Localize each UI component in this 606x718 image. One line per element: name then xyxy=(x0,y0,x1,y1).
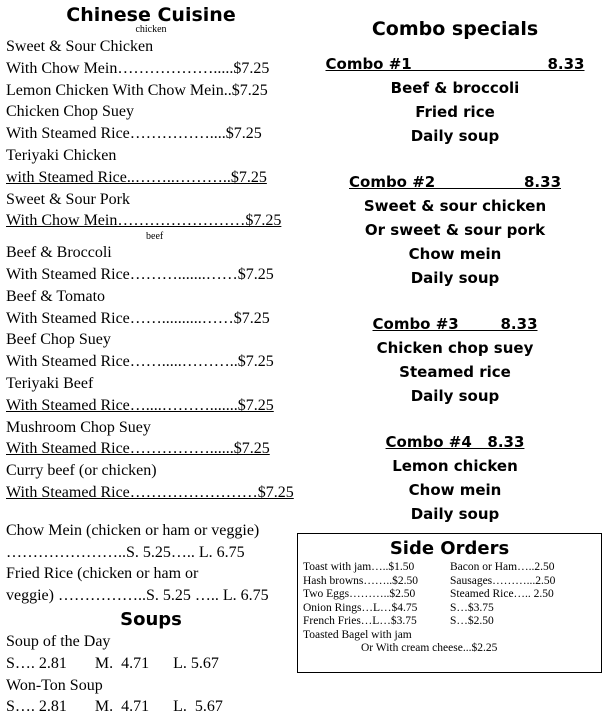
menu-item: Beef & Broccoli xyxy=(6,244,112,262)
left-column xyxy=(6,0,296,718)
side-order-b: S…$3.75 xyxy=(450,601,494,614)
combo-line: Daily soup xyxy=(410,269,500,287)
menu-item-price: With Steamed Rice……..........……$7.25 xyxy=(6,309,270,327)
side-order-b: Bacon or Ham…..2.50 xyxy=(450,561,555,573)
right-column xyxy=(305,0,605,526)
menu-item-price: With Steamed Rice……………....$7.25 xyxy=(6,125,262,143)
bagel-line: Toasted Bagel with jam xyxy=(303,628,412,641)
menu-item-price: With Steamed Rice…....……….......$7.25 xyxy=(6,396,274,414)
menu-item: Beef & Tomato xyxy=(6,287,106,305)
menu-item-price: With Steamed Rice……….......……$7.25 xyxy=(6,265,274,283)
side-orders-title: Side Orders xyxy=(389,538,510,559)
side-order-a: Two Eggs………..$2.50 xyxy=(303,588,416,600)
bagel-cream-cheese-line: Or With cream cheese...$2.25 xyxy=(361,642,498,654)
side-orders-list xyxy=(298,561,601,656)
menu-item: Beef Chop Suey xyxy=(6,331,111,349)
menu-item: Lemon Chicken With Chow Mein..$7.25 xyxy=(6,81,268,99)
soups-title: Soups xyxy=(120,608,182,630)
combo-line: Daily soup xyxy=(410,127,500,145)
combo-line: Fried rice xyxy=(415,103,495,121)
beef-items xyxy=(6,242,296,504)
side-order-b: Sausages………...2.50 xyxy=(450,574,556,587)
menu-item-price: With Chow Mein……………………$7.25 xyxy=(6,212,282,230)
menu-item: Teriyaki Beef xyxy=(6,374,94,392)
side-order-b: S…$2.50 xyxy=(450,615,494,627)
menu-item: Mushroom Chop Suey xyxy=(6,418,151,436)
chow-mein-price: …………………..S. 5.25….. L. 6.75 xyxy=(6,543,245,561)
combo-heading: Combo #4 8.33 xyxy=(385,433,525,451)
side-order-row xyxy=(303,561,601,575)
menu-item: Teriyaki Chicken xyxy=(6,146,117,164)
combo-2 xyxy=(305,170,605,290)
menu-item-price: With Steamed Rice……………………$7.25 xyxy=(6,483,294,501)
combo-line: Daily soup xyxy=(410,387,500,405)
fried-rice-price: veggie) ……………..S. 5.25 ….. L. 6.75 xyxy=(6,587,269,605)
combo-line: Steamed rice xyxy=(399,363,511,381)
combo-heading: Combo #1 8.33 xyxy=(325,55,585,73)
chow-mein-item: Chow Mein (chicken or ham or veggie) xyxy=(6,521,260,539)
side-order-row xyxy=(303,602,601,616)
combo-line: Chicken chop suey xyxy=(376,339,534,357)
menu-item-price: with Steamed Rice..……..………..$7.25 xyxy=(6,168,267,186)
combo-specials-title: Combo specials xyxy=(371,18,539,40)
combo-line: Beef & broccoli xyxy=(390,79,520,97)
combo-line: Chow mein xyxy=(408,481,502,499)
menu-item: Sweet & Sour Pork xyxy=(6,190,130,208)
side-order-a: Hash browns……..$2.50 xyxy=(303,574,418,587)
menu-item-price: With Steamed Rice…….....………..$7.25 xyxy=(6,353,274,371)
side-order-a: French Fries…L…$3.75 xyxy=(303,615,417,627)
soup-name: Soup of the Day xyxy=(6,632,111,650)
soup-name: Won-Ton Soup xyxy=(6,676,103,694)
soup-prices: S…. 2.81 M. 4.71 L. 5.67 xyxy=(6,654,219,672)
combo-1 xyxy=(305,52,605,148)
side-order-row xyxy=(303,588,601,602)
combo-heading: Combo #3 8.33 xyxy=(372,315,538,333)
combo-line: Sweet & sour chicken xyxy=(363,197,547,215)
combo-3 xyxy=(305,312,605,408)
side-order-a: Onion Rings…L…$4.75 xyxy=(303,601,418,614)
menu-item: Chicken Chop Suey xyxy=(6,103,134,121)
combo-line: Daily soup xyxy=(410,505,500,523)
combo-line: Lemon chicken xyxy=(392,457,518,475)
fried-rice-item: Fried Rice (chicken or ham or xyxy=(6,565,199,583)
menu-item-price: With Chow Mein……………….....$7.25 xyxy=(6,59,270,77)
combo-heading: Combo #2 8.33 xyxy=(349,173,561,191)
combo-4 xyxy=(305,430,605,526)
side-orders-box xyxy=(297,533,602,673)
side-order-b: Steamed Rice….. 2.50 xyxy=(450,588,554,600)
side-order-row xyxy=(303,615,601,629)
chicken-items xyxy=(6,36,296,232)
beef-note: beef xyxy=(146,231,164,243)
soup-prices: S…. 2.81 M. 4.71 L. 5.67 xyxy=(6,698,223,716)
menu-item-price: With Steamed Rice……………......$7.25 xyxy=(6,440,270,458)
combo-line: Or sweet & sour pork xyxy=(364,221,546,239)
chinese-cuisine-title: Chinese Cuisine xyxy=(66,4,236,26)
side-order-row xyxy=(303,575,601,589)
chicken-note: chicken xyxy=(135,24,167,35)
side-order-a: Toast with jam…..$1.50 xyxy=(303,561,415,573)
menu-item: Curry beef (or chicken) xyxy=(6,462,157,480)
menu-item: Sweet & Sour Chicken xyxy=(6,38,154,55)
combo-line: Chow mein xyxy=(408,245,502,263)
